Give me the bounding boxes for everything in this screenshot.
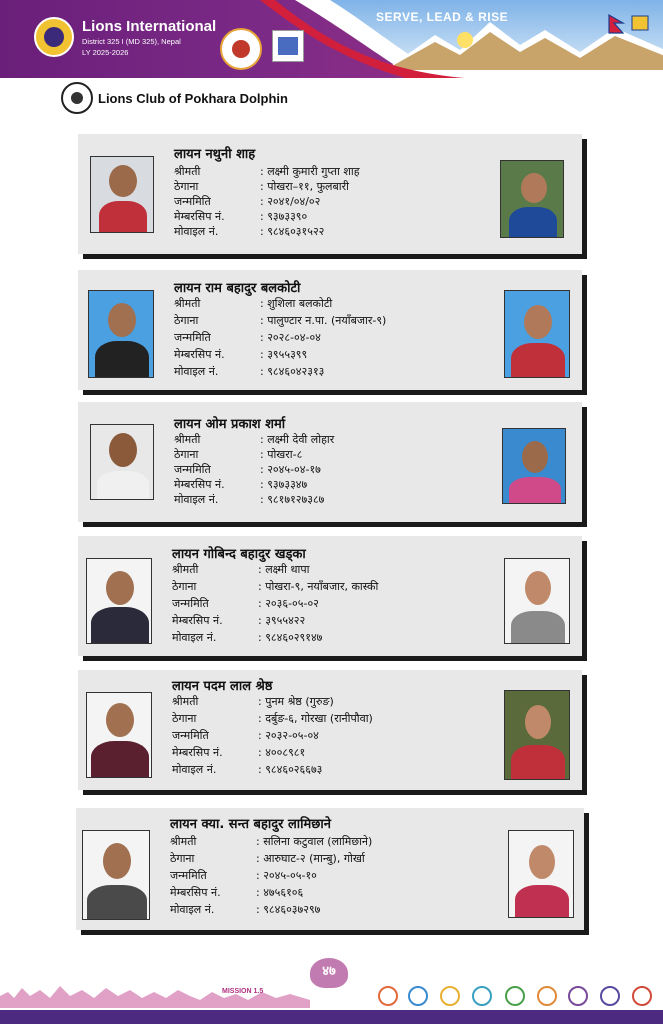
address-label: ठेगाना — [174, 448, 199, 461]
youth-cause-icon — [600, 986, 620, 1006]
spouse-value: : लक्ष्मी देवी लोहार — [260, 433, 335, 446]
membership-label: मेम्बरसिप नं. — [172, 746, 223, 759]
diabetes-cause-icon — [378, 986, 398, 1006]
spouse-photo — [504, 290, 570, 378]
member-card — [78, 134, 582, 254]
dob-label: जन्ममिति — [172, 729, 209, 742]
spouse-value: : सलिना कटुवाल (लामिछाने) — [256, 835, 373, 848]
spouse-photo — [508, 830, 574, 918]
address-value: : पालुण्टार न.पा. (नयाँबजार-९) — [260, 314, 387, 327]
header-title: Lions International — [82, 18, 217, 35]
member-name: लायन पदम लाल श्रेष्ठ — [172, 679, 273, 694]
member-name: लायन गोबिन्द बहादुर खड्का — [172, 547, 306, 562]
membership-label: मेम्बरसिप नं. — [172, 614, 223, 627]
mobile-label: मोवाइल नं. — [174, 225, 219, 238]
mission-label: MISSION 1.5 — [222, 988, 264, 995]
spouse-value: : शुशिला बलकोटी — [260, 297, 333, 310]
dob-label: जन्ममिति — [174, 331, 211, 344]
mobile-value: : ९८४६०२९१४७ — [258, 631, 323, 644]
spouse-label: श्रीमती — [174, 297, 201, 310]
header-slogan: SERVE, LEAD & RISE — [376, 10, 509, 24]
address-label: ठेगाना — [172, 580, 197, 593]
dob-value: : २०३२-०५-०४ — [258, 729, 319, 742]
spouse-label: श्रीमती — [174, 165, 201, 178]
page-header — [0, 0, 663, 78]
membership-label: मेम्बरसिप नं. — [174, 348, 225, 361]
member-photo — [82, 830, 150, 920]
page-number: ४७ — [310, 958, 348, 988]
eye-cause-icon — [568, 986, 588, 1006]
member-card — [78, 402, 582, 522]
mobile-label: मोवाइल नं. — [174, 493, 219, 506]
address-label: ठेगाना — [172, 712, 197, 725]
member-name: लायन क्या. सन्त बहादुर लामिछाने — [170, 817, 331, 832]
vision-cause-icon — [408, 986, 428, 1006]
member-name: लायन राम बहादुर बलकोटी — [174, 281, 301, 296]
address-value: : पोखरा–११, फुलबारी — [260, 180, 349, 193]
mobile-label: मोवाइल नं. — [174, 365, 219, 378]
member-name: लायन नथुनी शाह — [174, 147, 256, 162]
member-photo — [90, 424, 154, 500]
member-photo — [86, 692, 152, 778]
membership-value: : ९३७३३९० — [260, 210, 308, 223]
spouse-label: श्रीमती — [170, 835, 197, 848]
member-card — [76, 808, 584, 930]
membership-value: : ९३७३३४७ — [260, 478, 308, 491]
club-logo — [61, 82, 93, 114]
humanitarian-cause-icon — [537, 986, 557, 1006]
dob-value: : २०४५-०४-१७ — [260, 463, 321, 476]
mobile-label: मोवाइल नं. — [172, 631, 217, 644]
member-card — [78, 536, 582, 656]
childhood-cancer-ribbon-icon — [440, 986, 460, 1006]
member-photo — [86, 558, 152, 644]
mobile-label: मोवाइल नं. — [170, 903, 215, 916]
membership-value: : ४७५६१०६ — [256, 886, 304, 899]
dob-value: : २०४५-०५-१० — [256, 869, 317, 882]
dob-label: जन्ममिति — [174, 195, 211, 208]
dob-label: जन्ममिति — [170, 869, 207, 882]
spouse-value: : लक्ष्मी थापा — [258, 563, 310, 576]
address-value: : आरुघाट-२ (मान्बु), गोर्खा — [256, 852, 365, 865]
dob-value: : २०२८-०४-०४ — [260, 331, 321, 344]
spouse-label: श्रीमती — [172, 695, 199, 708]
dob-label: जन्ममिति — [174, 463, 211, 476]
mobile-value: : ९८४६०२६६७३ — [258, 763, 323, 776]
mobile-value: : ९८१७१२७३८७ — [260, 493, 325, 506]
header-lions-year: LY 2025-2026 — [82, 48, 129, 57]
member-card — [78, 270, 582, 390]
member-name: लायन ओम प्रकाश शर्मा — [174, 417, 286, 432]
membership-label: मेम्बरसिप नं. — [174, 478, 225, 491]
membership-value: : ३९५५४२२ — [258, 614, 306, 627]
club-name: Lions Club of Pokhara Dolphin — [98, 91, 288, 106]
spouse-label: श्रीमती — [172, 563, 199, 576]
nepal-flag-icon — [608, 14, 626, 34]
convention-logo — [272, 30, 304, 62]
address-label: ठेगाना — [174, 180, 199, 193]
disaster-relief-icon — [632, 986, 652, 1006]
member-photo — [88, 290, 154, 378]
membership-label: मेम्बरसिप नं. — [174, 210, 225, 223]
hunger-cause-icon — [472, 986, 492, 1006]
spouse-label: श्रीमती — [174, 433, 201, 446]
lions-international-logo — [34, 17, 74, 57]
spouse-value: : पुनम श्रेष्ठ (गुरुङ) — [258, 695, 334, 708]
address-value: : पोखरा-९, नयाँबजार, कास्की — [258, 580, 379, 593]
membership-value: : ४००८९८१ — [258, 746, 306, 759]
mobile-label: मोवाइल नं. — [172, 763, 217, 776]
footer-band — [0, 1010, 663, 1024]
dob-label: जन्ममिति — [172, 597, 209, 610]
member-photo — [90, 156, 154, 233]
environment-leaf-icon — [505, 986, 525, 1006]
mobile-value: : ९८४६०४२३१३ — [260, 365, 325, 378]
spouse-value: : लक्ष्मी कुमारी गुप्ता शाह — [260, 165, 360, 178]
header-district: District 325 I (MD 325), Nepal — [82, 37, 181, 46]
address-label: ठेगाना — [174, 314, 199, 327]
address-value: : दर्बुङ-६, गोरखा (रानीपौवा) — [258, 712, 373, 725]
spouse-photo — [504, 690, 570, 780]
mobile-value: : ९८४६०३१५२२ — [260, 225, 325, 238]
crowd-illustration — [0, 978, 310, 1008]
spouse-photo — [502, 428, 566, 504]
spouse-photo — [500, 160, 564, 238]
membership-value: : ३९५५३९९ — [260, 348, 308, 361]
address-value: : पोखरा-८ — [260, 448, 303, 461]
address-label: ठेगाना — [170, 852, 195, 865]
dob-value: : २०४१/०४/०२ — [260, 195, 321, 208]
membership-label: मेम्बरसिप नं. — [170, 886, 221, 899]
spouse-photo — [504, 558, 570, 644]
dob-value: : २०३६-०५-०२ — [258, 597, 319, 610]
lions-flag-icon — [631, 14, 649, 34]
mobile-value: : ९८४६०३७२९७ — [256, 903, 321, 916]
district-emblem-logo — [220, 28, 262, 70]
member-card — [78, 670, 582, 790]
